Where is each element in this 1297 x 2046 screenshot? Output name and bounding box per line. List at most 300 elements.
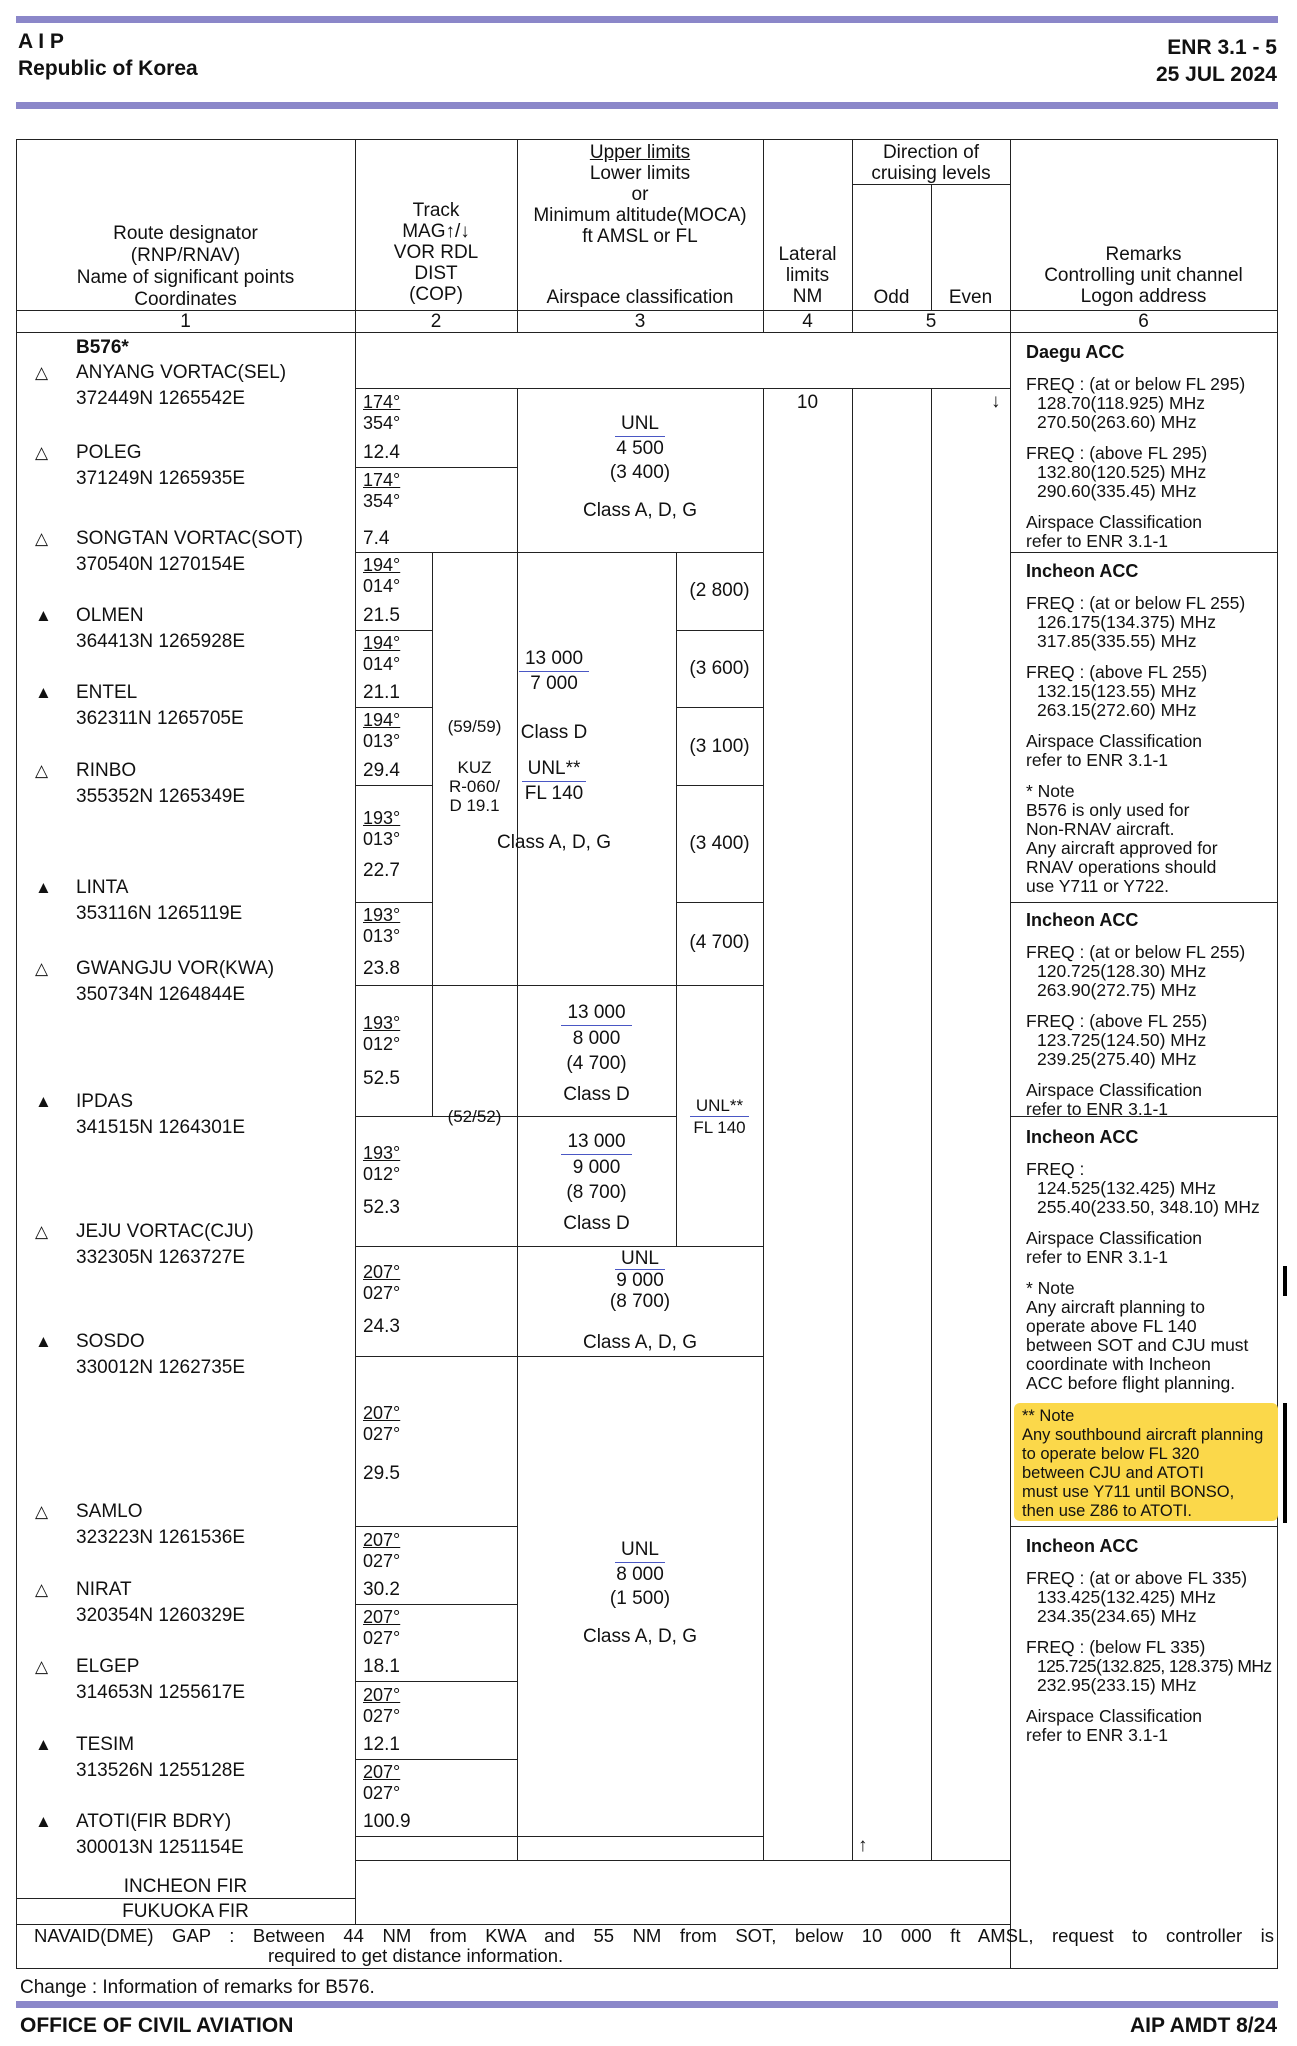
point-coordinates: 323223N 1261536E [76, 1527, 246, 1548]
seg-line-4 [355, 707, 432, 708]
track-mag: 193° [363, 1143, 401, 1163]
airspace-class: Class A, D, G [496, 832, 612, 853]
limits-block-4 [517, 1129, 676, 1236]
track-reverse: 027° [363, 1551, 401, 1571]
freq-line: 128.70(118.925) MHz [1037, 393, 1205, 413]
track-distance: 100.9 [363, 1811, 411, 1832]
note-line: then use Z86 to ATOTI. [1022, 1502, 1192, 1520]
track-reverse: 027° [363, 1783, 401, 1803]
change-note: Change : Information of remarks for B576. [20, 1977, 375, 1998]
note-line: RNAV operations should [1026, 857, 1217, 877]
moca-1: (2 800) [689, 580, 750, 601]
rem-sep-2 [1010, 902, 1277, 903]
point-coordinates: 372449N 1265542E [76, 388, 246, 409]
upper-limit: UNL [615, 1248, 665, 1270]
seg-line-3b [676, 630, 763, 631]
cop-ratio-2: (52/52) [447, 1107, 502, 1126]
track-reverse: 027° [363, 1424, 401, 1444]
track-reverse: 012° [363, 1034, 401, 1054]
track-bearing [363, 1530, 400, 1572]
open-triangle-icon: △ [35, 1222, 49, 1241]
body-top-line [355, 388, 1010, 389]
track-bearing [363, 905, 400, 947]
col2-header-line: MAG↑/↓ [402, 221, 470, 242]
note-line: coordinate with Incheon [1026, 1354, 1211, 1374]
point-name: RINBO [76, 760, 137, 781]
note-heading: * Note [1026, 781, 1075, 801]
point-name: GWANGJU VOR(KWA) [76, 958, 275, 979]
header-rule [16, 102, 1278, 109]
upper-limit: 13 000 [561, 1129, 631, 1155]
remarks-daegu [1026, 343, 1278, 551]
point-coordinates: 353116N 1265119E [76, 903, 243, 924]
lower-limit: 9 000 [616, 1270, 664, 1291]
track-mag: 194° [363, 710, 401, 730]
seg-line-end [355, 1836, 763, 1837]
lower-limit: FL 140 [524, 783, 584, 804]
airspace-class: Class D [563, 1213, 630, 1234]
seg-line-11 [355, 1526, 517, 1527]
navaid-gap-line2: required to get distance information. [268, 1945, 564, 1966]
open-triangle-icon: △ [35, 529, 49, 548]
change-bar [1283, 1403, 1287, 1523]
remarks-incheon-2 [1026, 911, 1278, 1119]
track-reverse: 012° [363, 1164, 401, 1184]
freq-line: 239.25(275.40) MHz [1037, 1049, 1197, 1069]
lateral-limit: 10 [796, 392, 819, 413]
moca-label: Minimum altitude(MOCA) [533, 205, 747, 226]
freq-line: 232.95(233.15) MHz [1037, 1675, 1197, 1695]
track-mag: 193° [363, 1013, 401, 1033]
footer-rule [16, 2001, 1278, 2008]
track-mag: 207° [363, 1685, 401, 1705]
odd-header: Odd [873, 287, 910, 308]
freq-line: 255.40(233.50, 348.10) MHz [1037, 1197, 1260, 1217]
lower-limit: 8 000 [572, 1028, 621, 1049]
seg-line-14 [355, 1759, 517, 1760]
col6-header-line: Controlling unit channel [1044, 265, 1243, 286]
col-number: 3 [634, 311, 646, 332]
track-bearing [363, 555, 400, 597]
seg-line-4b [676, 707, 763, 708]
filled-triangle-icon: ▲ [35, 1092, 52, 1111]
controlling-unit: Incheon ACC [1026, 561, 1139, 581]
seg-line-13 [355, 1681, 517, 1682]
freq-line: FREQ : (above FL 255) [1026, 1011, 1208, 1031]
airspace-class: Class A, D, G [582, 1626, 698, 1647]
limits-block-3 [517, 1000, 676, 1107]
note-line: Any aircraft approved for [1026, 838, 1218, 858]
top-rule [16, 16, 1278, 23]
rem-sep-4 [1010, 1526, 1277, 1527]
airspace-note: Airspace Classification [1026, 1228, 1203, 1248]
freq-line: 120.725(128.30) MHz [1037, 961, 1207, 981]
open-triangle-icon: △ [35, 1502, 49, 1521]
track-distance: 24.3 [363, 1316, 400, 1337]
airspace-note: refer to ENR 3.1-1 [1026, 750, 1168, 770]
filled-triangle-icon: ▲ [35, 1735, 52, 1754]
point-coordinates: 371249N 1265935E [76, 468, 246, 489]
point-name: ANYANG VORTAC(SEL) [76, 362, 287, 383]
limits-block-6 [517, 1538, 763, 1649]
airspace-note: Airspace Classification [1026, 512, 1203, 532]
freq-line: FREQ : (at or above FL 335) [1026, 1568, 1248, 1588]
airspace-class: Class A, D, G [582, 500, 698, 521]
footer-left: OFFICE OF CIVIL AVIATION [20, 2014, 294, 2037]
col4-header-line: limits [785, 265, 830, 286]
body-odd-even [931, 388, 932, 1860]
col-divider-5 [1010, 139, 1011, 1968]
point-name: NIRAT [76, 1579, 132, 1600]
airspace-note: Airspace Classification [1026, 1706, 1203, 1726]
track-distance: 12.4 [363, 442, 400, 463]
point-coordinates: 300013N 1251154E [76, 1837, 244, 1858]
track-reverse: 027° [363, 1628, 401, 1648]
track-reverse: 014° [363, 654, 401, 674]
or-label: or [631, 184, 649, 205]
track-bearing [363, 1607, 400, 1649]
freq-line: FREQ : (above FL 295) [1026, 443, 1208, 463]
open-triangle-icon: △ [35, 761, 49, 780]
track-mag: 207° [363, 1403, 401, 1423]
moca-3: (3 100) [689, 736, 750, 757]
freq-line: FREQ : [1026, 1159, 1085, 1179]
upper-limit: 13 000 [519, 647, 589, 672]
rem-sep-1 [1010, 552, 1277, 553]
table-border-top [16, 139, 1278, 140]
track-mag: 174° [363, 470, 401, 490]
lower-limits-label: Lower limits [589, 163, 691, 184]
track-mag: 193° [363, 808, 401, 828]
airspace-note: refer to ENR 3.1-1 [1026, 1247, 1168, 1267]
track-mag: 194° [363, 555, 401, 575]
col3-class-header: Airspace classification [546, 287, 734, 308]
col1-header-line: Route designator [113, 223, 258, 244]
track-bearing [363, 710, 400, 752]
lower-limit: 7 000 [530, 673, 578, 694]
limits-side-3 [676, 1095, 763, 1138]
controlling-unit: Incheon ACC [1026, 910, 1139, 930]
upper-limit: UNL** [522, 757, 587, 782]
track-distance: 29.5 [363, 1463, 400, 1484]
note-heading: ** Note [1022, 1407, 1075, 1425]
filled-triangle-icon: ▲ [35, 1812, 52, 1831]
airspace-note: Airspace Classification [1026, 731, 1203, 751]
ft-amsl-label: ft AMSL or FL [582, 226, 698, 247]
seg-line-5 [355, 785, 432, 786]
page-number: ENR 3.1 - 5 [1167, 36, 1277, 59]
body-col4-right [852, 388, 853, 1860]
col4-header-line: NM [792, 286, 823, 307]
freq-line: 133.425(132.425) MHz [1037, 1587, 1216, 1607]
track-distance: 30.2 [363, 1579, 400, 1600]
note-line: operate above FL 140 [1026, 1316, 1197, 1336]
limits-block-5 [517, 1248, 763, 1353]
point-coordinates: 350734N 1264844E [76, 984, 246, 1005]
note-line: between SOT and CJU must [1026, 1335, 1249, 1355]
point-name: OLMEN [76, 605, 144, 626]
track-mag: 207° [363, 1762, 401, 1782]
point-name: ATOTI(FIR BDRY) [76, 1811, 232, 1832]
note-heading: * Note [1026, 1278, 1075, 1298]
seg-line-8b [517, 1116, 676, 1117]
upper-limit: 13 000 [561, 1000, 631, 1026]
filled-triangle-icon: ▲ [35, 683, 52, 702]
seg-line-2 [355, 552, 763, 553]
cop-kuz-line: R-060/ [448, 777, 501, 796]
track-bearing [363, 1143, 400, 1185]
freq-line: 132.80(120.525) MHz [1037, 462, 1207, 482]
cop-kuz-line: D 19.1 [449, 796, 500, 815]
freq-line: 263.90(272.75) MHz [1037, 980, 1197, 1000]
note-line: Any southbound aircraft planning [1022, 1426, 1264, 1444]
cop-kuz-line: KUZ [457, 758, 492, 777]
track-mag: 193° [363, 905, 401, 925]
even-header: Even [948, 287, 993, 308]
note-line: between CJU and ATOTI [1022, 1464, 1204, 1482]
col1-header-line: (RNP/RNAV) [130, 245, 241, 266]
upper-limits-label: Upper limits [589, 142, 691, 163]
open-triangle-icon: △ [35, 1580, 49, 1599]
upper-limit: UNL [615, 1538, 665, 1563]
freq-line: 263.15(272.60) MHz [1037, 700, 1197, 720]
remarks-incheon-4 [1026, 1537, 1278, 1745]
col3-header [517, 142, 763, 247]
controlling-unit: Incheon ACC [1026, 1127, 1139, 1147]
point-name: JEJU VORTAC(CJU) [76, 1221, 254, 1242]
col-number: 1 [180, 311, 191, 332]
freq-line: 132.15(123.55) MHz [1037, 681, 1197, 701]
track-reverse: 014° [363, 576, 401, 596]
track-mag: 207° [363, 1607, 401, 1627]
point-coordinates: 332305N 1263727E [76, 1247, 246, 1268]
track-distance: 18.1 [363, 1656, 400, 1677]
track-bearing [363, 470, 400, 512]
track-distance: 52.3 [363, 1197, 400, 1218]
seg-line-5b [676, 785, 763, 786]
freq-line: FREQ : (at or below FL 295) [1026, 374, 1246, 394]
body-col3-right [763, 388, 764, 1860]
track-reverse: 013° [363, 829, 401, 849]
freq-line: 123.725(124.50) MHz [1037, 1030, 1207, 1050]
fir-fukuoka: FUKUOKA FIR [122, 1901, 249, 1922]
col6-header-line: Logon address [1080, 286, 1207, 307]
open-triangle-icon: △ [35, 363, 49, 382]
point-coordinates: 320354N 1260329E [76, 1605, 246, 1626]
freq-line: 290.60(335.45) MHz [1037, 481, 1197, 501]
change-bar [1283, 1266, 1287, 1296]
seg-line-6 [355, 902, 432, 903]
track-distance: 29.4 [363, 760, 400, 781]
remarks-incheon-1 [1026, 562, 1278, 896]
track-distance: 21.5 [363, 605, 400, 626]
effective-date: 25 JUL 2024 [1155, 63, 1277, 86]
point-name: POLEG [76, 442, 142, 463]
header-right [1156, 34, 1277, 88]
col5-header [852, 142, 1010, 184]
upper-limit: UNL [615, 412, 665, 437]
track-distance: 52.5 [363, 1068, 400, 1089]
route-designator: B576* [76, 337, 129, 358]
lower-limit: 8 000 [616, 1564, 664, 1585]
col2-header-line: Track [412, 200, 460, 221]
table-border-left [16, 139, 17, 1968]
country-name: Republic of Korea [18, 57, 198, 80]
lower-limit: 4 500 [616, 438, 664, 459]
point-coordinates: 362311N 1265705E [76, 708, 244, 729]
moca: (8 700) [566, 1182, 627, 1203]
lower-limit: 9 000 [572, 1157, 621, 1178]
point-coordinates: 314653N 1255617E [76, 1682, 246, 1703]
col6-header [1010, 244, 1277, 307]
point-name: SOSDO [76, 1331, 145, 1352]
moca-2: (3 600) [689, 658, 750, 679]
point-name: IPDAS [76, 1091, 134, 1112]
col-number: 5 [925, 311, 937, 332]
col1-header [16, 223, 355, 311]
col-divider-1 [355, 139, 356, 1924]
freq-line: 126.175(134.375) MHz [1037, 612, 1216, 632]
point-coordinates: 313526N 1255128E [76, 1760, 246, 1781]
cruise-title-line1: Direction of [882, 142, 980, 163]
col-number: 4 [802, 311, 813, 332]
col-number: 6 [1138, 311, 1149, 332]
header-left [18, 28, 198, 82]
point-coordinates: 370540N 1270154E [76, 554, 246, 575]
filled-triangle-icon: ▲ [35, 606, 52, 625]
track-reverse: 013° [363, 731, 401, 751]
track-bearing [363, 808, 400, 850]
filled-triangle-icon: ▲ [35, 878, 52, 897]
footer-right: AIP AMDT 8/24 [1129, 2014, 1277, 2037]
note-line: Non-RNAV aircraft. [1026, 819, 1175, 839]
col4-header [763, 244, 852, 307]
point-name: ELGEP [76, 1656, 140, 1677]
col1-header-line: Coordinates [134, 289, 237, 310]
cruise-title-line2: cruising levels [871, 163, 991, 184]
controlling-unit: Daegu ACC [1026, 342, 1125, 362]
note-line: Any aircraft planning to [1026, 1297, 1205, 1317]
moca-5: (4 700) [689, 932, 750, 953]
track-mag: 207° [363, 1530, 401, 1550]
track-reverse: 354° [363, 491, 401, 511]
open-triangle-icon: △ [35, 959, 49, 978]
point-coordinates: 364413N 1265928E [76, 631, 246, 652]
freq-line: FREQ : (below FL 335) [1026, 1637, 1206, 1657]
track-reverse: 354° [363, 413, 401, 433]
col2-header-line: (COP) [409, 284, 463, 305]
col4-header-line: Lateral [778, 244, 837, 265]
point-name: SONGTAN VORTAC(SOT) [76, 528, 303, 549]
track-distance: 7.4 [363, 528, 390, 549]
track-bearing [363, 1685, 400, 1727]
col2-header-line: VOR RDL [393, 242, 479, 263]
controlling-unit: Incheon ACC [1026, 1536, 1139, 1556]
col1-header-line: Name of significant points [76, 267, 295, 288]
airspace-note: refer to ENR 3.1-1 [1026, 531, 1168, 551]
point-name: SAMLO [76, 1501, 143, 1522]
airspace-note: refer to ENR 3.1-1 [1026, 1099, 1168, 1119]
track-reverse: 027° [363, 1283, 401, 1303]
track-distance: 23.8 [363, 958, 400, 979]
limits-block-1 [517, 412, 763, 523]
note-line: must use Y711 until BONSO, [1022, 1483, 1235, 1501]
highlighted-note [1014, 1403, 1278, 1521]
moca: (3 400) [609, 462, 671, 483]
track-distance: 21.1 [363, 682, 400, 703]
point-name: TESIM [76, 1734, 135, 1755]
arrow-down-icon: ↓ [991, 391, 1001, 412]
seg-line-12 [355, 1604, 517, 1605]
freq-line: FREQ : (at or below FL 255) [1026, 942, 1246, 962]
aip-title: A I P [18, 30, 64, 53]
table-border-bottom [16, 1968, 1278, 1969]
col2-header [355, 200, 517, 305]
seg-line-7 [355, 985, 763, 986]
moca: (1 500) [609, 1588, 671, 1609]
freq-line: 125.725(132.825, 128.375) MHz [1037, 1656, 1272, 1676]
track-mag: 207° [363, 1262, 401, 1282]
point-coordinates: 341515N 1264301E [76, 1117, 246, 1138]
limits-block-2 [432, 647, 676, 855]
track-bearing [363, 1262, 400, 1304]
moca: (4 700) [566, 1053, 627, 1074]
airspace-class: Class D [563, 1084, 630, 1105]
track-mag: 194° [363, 633, 401, 653]
moca-4: (3 400) [689, 833, 750, 854]
note-line: use Y711 or Y722. [1026, 876, 1170, 896]
open-triangle-icon: △ [35, 443, 49, 462]
seg-line-9 [355, 1246, 763, 1247]
note-line: B576 is only used for [1026, 800, 1190, 820]
remarks-incheon-3 [1026, 1128, 1278, 1393]
moca: (8 700) [609, 1291, 671, 1312]
freq-line: 270.50(263.60) MHz [1037, 412, 1197, 432]
freq-line: FREQ : (above FL 255) [1026, 662, 1208, 682]
freq-line: 317.85(335.55) MHz [1037, 631, 1197, 651]
track-bearing [363, 633, 400, 675]
track-reverse: 013° [363, 926, 401, 946]
fir-incheon: INCHEON FIR [123, 1876, 248, 1897]
note-line: to operate below FL 320 [1022, 1445, 1200, 1463]
open-triangle-icon: △ [35, 1657, 49, 1676]
track-bearing [363, 392, 400, 434]
lower-limit: FL 140 [693, 1118, 746, 1137]
point-coordinates: 355352N 1265349E [76, 786, 246, 807]
track-bearing [363, 1013, 400, 1055]
col6-header-line: Remarks [1105, 244, 1182, 265]
freq-line: 234.35(234.65) MHz [1037, 1606, 1197, 1626]
seg-line-6b [676, 902, 763, 903]
airspace-note: Airspace Classification [1026, 1080, 1203, 1100]
track-distance: 22.7 [363, 860, 400, 881]
navaid-gap-line1: NAVAID(DME) GAP : Between 44 NM from KWA and 55 NM from SOT, below 10 000 ft AMSL, request to controller is [34, 1925, 1274, 1946]
col2-header-line: DIST [414, 263, 458, 284]
cop-ratio-kuz: (59/59) [447, 717, 502, 736]
arrow-up-icon: ↑ [858, 1835, 868, 1856]
upper-limit: UNL** [690, 1095, 749, 1117]
seg-line-3 [355, 630, 432, 631]
point-name: ENTEL [76, 682, 138, 703]
route-end-line [355, 1860, 1010, 1861]
track-bearing [363, 1762, 400, 1804]
track-bearing [363, 1403, 400, 1445]
freq-line: 124.525(132.425) MHz [1037, 1178, 1216, 1198]
airspace-class: Class D [520, 722, 588, 743]
filled-triangle-icon: ▲ [35, 1332, 52, 1351]
track-mag: 174° [363, 392, 401, 412]
point-coordinates: 330012N 1262735E [76, 1357, 246, 1378]
